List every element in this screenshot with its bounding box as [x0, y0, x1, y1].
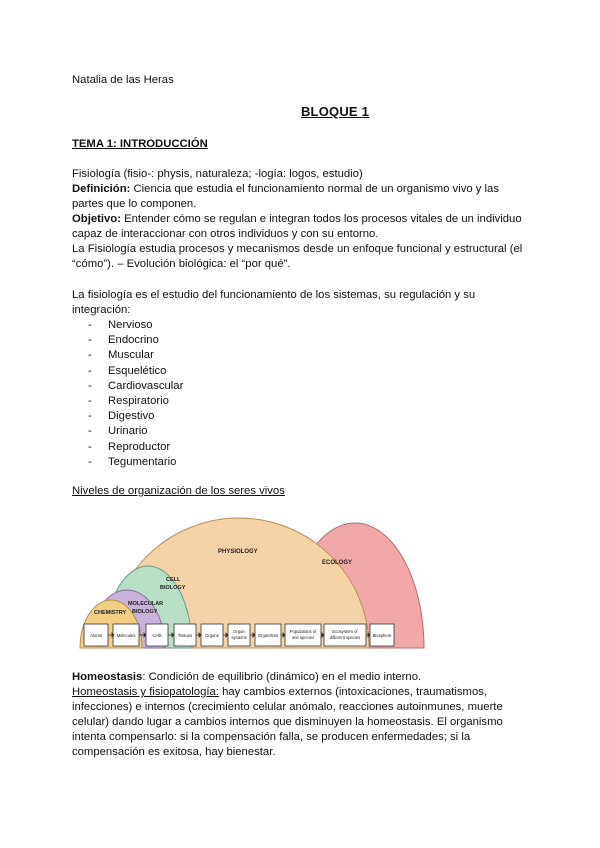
- etymology-text: Fisiología (fisio-: physis, naturaleza; -logía: logos, estudio): [72, 168, 363, 180]
- level-label: Organ: [233, 629, 245, 634]
- list-item: - Esquelético: [88, 364, 183, 379]
- level-label: Atoms: [90, 633, 102, 638]
- cell-label-1: CELL: [166, 577, 181, 583]
- pathophysiology-label: Homeostasis y fisiopatología:: [72, 686, 219, 698]
- objective-label: Objetivo:: [72, 213, 121, 225]
- definition-label: Definición:: [72, 183, 131, 195]
- list-item: - Reproductor: [88, 440, 183, 455]
- definition-text: Ciencia que estudia el funcionamiento normal de un organismo vivo y las partes que lo componen.: [72, 183, 499, 210]
- physiology-label: PHYSIOLOGY: [218, 549, 258, 555]
- list-item: - Cardiovascular: [88, 379, 183, 394]
- list-item: - Endocrino: [88, 333, 183, 348]
- page-title: BLOQUE 1: [300, 104, 370, 119]
- molecular-label-1: MOLECULAR: [128, 601, 164, 607]
- homeostasis-definition: [72, 670, 532, 685]
- objective-text: Entender cómo se regulan e integran todos los procesos vitales de un individuo capaz de interaccionar con otros individuos y con su entorno.: [72, 213, 522, 240]
- list-item: - Nervioso: [88, 318, 183, 333]
- homeostasis-text: : Condición de equilibrio (dinámico) en el medio interno.: [142, 671, 422, 683]
- level-label: Populations of: [289, 629, 317, 634]
- level-label: Ecosystem of: [332, 629, 358, 634]
- level-label: Organs: [205, 633, 219, 638]
- approach-text: La Fisiología estudia procesos y mecanismos desde un enfoque funcional y estructural (el “cómo”). – Evolución biológica: el “por qué”.: [72, 243, 523, 270]
- topic-heading: TEMA 1: INTRODUCCIÓN: [72, 138, 208, 150]
- level-label: Cells: [152, 633, 162, 638]
- level-label: Molecules: [116, 633, 136, 638]
- pathophysiology-paragraph: [72, 685, 532, 760]
- levels-heading: Niveles de organización de los seres vivos: [72, 485, 285, 497]
- molecular-label-2: BIOLOGY: [132, 609, 158, 615]
- level-label: systems: [231, 635, 247, 640]
- level-label: one species: [291, 635, 315, 640]
- level-label: different species: [329, 635, 361, 640]
- level-label: Tissues: [177, 633, 193, 638]
- pathophysiology-text: hay cambios externos (intoxicaciones, traumatismos, infecciones) e internos (crecimiento celular anómalo, reacciones autoinmunes, muerte celular) dando lugar a cambios internos que disminuyen la homeostasis. El organismo intenta compensarlo: si la compensación falla, se producen enfermedades; si la compensación es exitosa, hay bienestar.: [72, 686, 503, 758]
- homeostasis-label: Homeostasis: [72, 671, 143, 683]
- chemistry-label: CHEMISTRY: [94, 610, 127, 616]
- list-item: - Muscular: [88, 348, 183, 363]
- list-item: - Tegumentario: [88, 455, 183, 470]
- list-item: - Urinario: [88, 424, 183, 439]
- homeostasis-section: [72, 670, 532, 760]
- systems-intro: La fisiología es el estudio del funcionamiento de los sistemas, su regulación y su integración:: [72, 289, 476, 316]
- cell-label-2: BIOLOGY: [160, 585, 186, 591]
- list-item: - Digestivo: [88, 409, 183, 424]
- level-label: Organisms: [257, 633, 279, 638]
- author-name: Natalia de las Heras: [72, 74, 174, 86]
- level-label: Biosphere: [372, 633, 392, 638]
- ecology-label: ECOLOGY: [322, 560, 353, 566]
- list-item: - Respiratorio: [88, 394, 183, 409]
